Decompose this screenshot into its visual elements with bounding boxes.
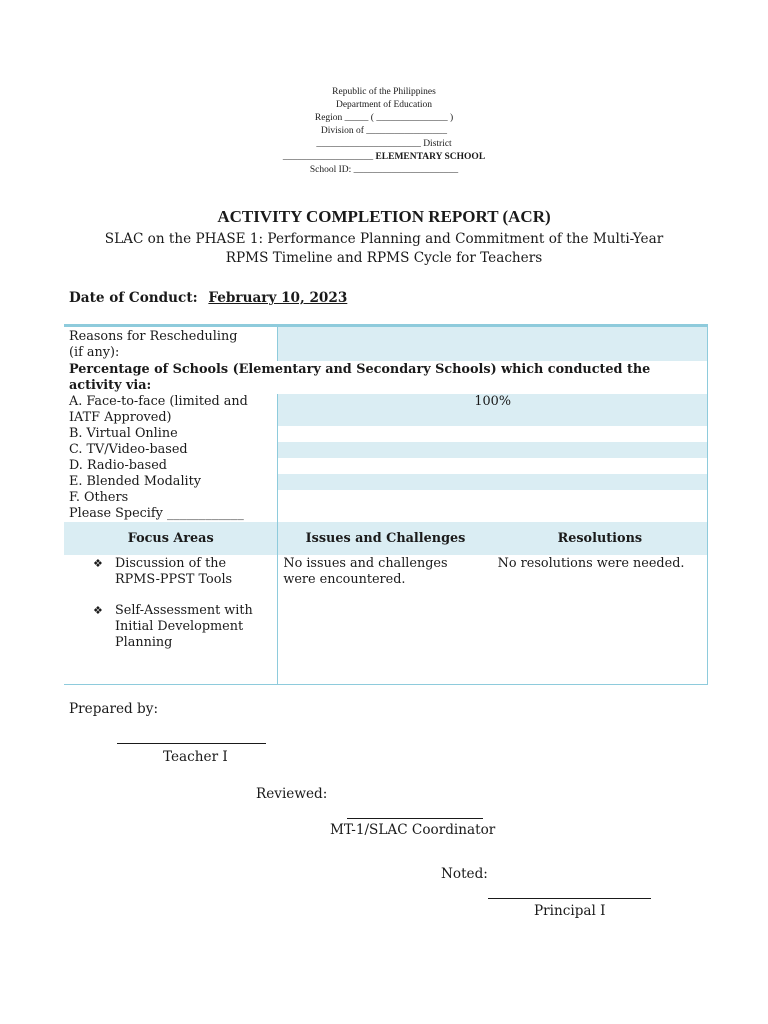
header-school-blank: ___________________ <box>282 152 374 162</box>
header-division: Division of _________________ <box>320 126 448 136</box>
header-district: ______________________ District <box>316 139 452 149</box>
resolutions-cell: No resolutions were needed. <box>493 555 708 685</box>
document-header <box>0 86 768 177</box>
coordinator-signature-line <box>347 818 483 819</box>
diamond-bullet-icon: ❖ <box>93 557 103 570</box>
issues-cell: No issues and challenges were encountered. <box>278 555 493 685</box>
modality-c-value <box>278 442 708 458</box>
focus-areas-list <box>69 556 272 651</box>
modality-d-label: D. Radio-based <box>64 458 278 474</box>
header-region: Region _____ ( _______________ ) <box>314 113 454 123</box>
modality-a-value: 100% <box>278 394 708 426</box>
noted-label: Noted: <box>441 866 488 882</box>
date-of-conduct-value: February 10, 2023 <box>208 290 348 306</box>
coordinator-title: MT-1/SLAC Coordinator <box>330 822 496 838</box>
header-department: Department of Education <box>335 100 433 110</box>
modality-b-label: B. Virtual Online <box>64 426 278 442</box>
reasons-value <box>278 326 708 362</box>
subtitle-line-2: RPMS Timeline and RPMS Cycle for Teachers <box>225 250 543 266</box>
reviewed-label: Reviewed: <box>256 786 328 802</box>
please-specify: Please Specify ____________ <box>69 506 244 521</box>
modality-e-label: E. Blended Modality <box>64 474 278 490</box>
report-subtitle <box>0 230 768 268</box>
acr-table <box>64 324 708 685</box>
reasons-label: Reasons for Rescheduling (if any): <box>64 326 278 362</box>
modality-e-value <box>278 474 708 490</box>
header-school-id: School ID: ______________________ <box>309 165 459 175</box>
header-focus-areas: Focus Areas <box>64 522 278 555</box>
modality-a-label: A. Face-to-face (limited and IATF Approved) <box>64 394 278 426</box>
modality-b-value <box>278 426 708 442</box>
date-of-conduct-label: Date of Conduct: <box>69 290 198 306</box>
diamond-bullet-icon: ❖ <box>93 604 103 617</box>
modality-d-value <box>278 458 708 474</box>
percentage-heading: Percentage of Schools (Elementary and Secondary Schools) which conducted the activity via: <box>64 361 708 394</box>
date-of-conduct <box>69 290 347 306</box>
focus-area-item: ❖ Self-Assessment with Initial Development Planning <box>93 603 253 650</box>
focus-area-item: ❖ Discussion of the RPMS-PPST Tools <box>93 556 233 587</box>
modality-f-value <box>278 490 708 522</box>
header-school <box>0 151 768 164</box>
report-title: ACTIVITY COMPLETION REPORT (ACR) <box>217 207 551 226</box>
principal-signature-line <box>488 898 651 899</box>
header-issues: Issues and Challenges <box>278 522 493 555</box>
header-school-label: ELEMENTARY SCHOOL <box>375 152 486 162</box>
header-resolutions: Resolutions <box>493 522 708 555</box>
modality-c-label: C. TV/Video-based <box>64 442 278 458</box>
teacher-signature-line <box>117 743 266 744</box>
modality-f-label: F. Others Please Specify ____________ <box>64 490 278 522</box>
teacher-title: Teacher I <box>163 749 228 765</box>
prepared-by-label: Prepared by: <box>69 701 159 717</box>
focus-areas-cell <box>64 555 278 685</box>
header-republic: Republic of the Philippines <box>332 87 436 97</box>
principal-title: Principal I <box>534 903 606 919</box>
subtitle-line-1: SLAC on the PHASE 1: Performance Planning and Commitment of the Multi-Year <box>104 231 664 247</box>
